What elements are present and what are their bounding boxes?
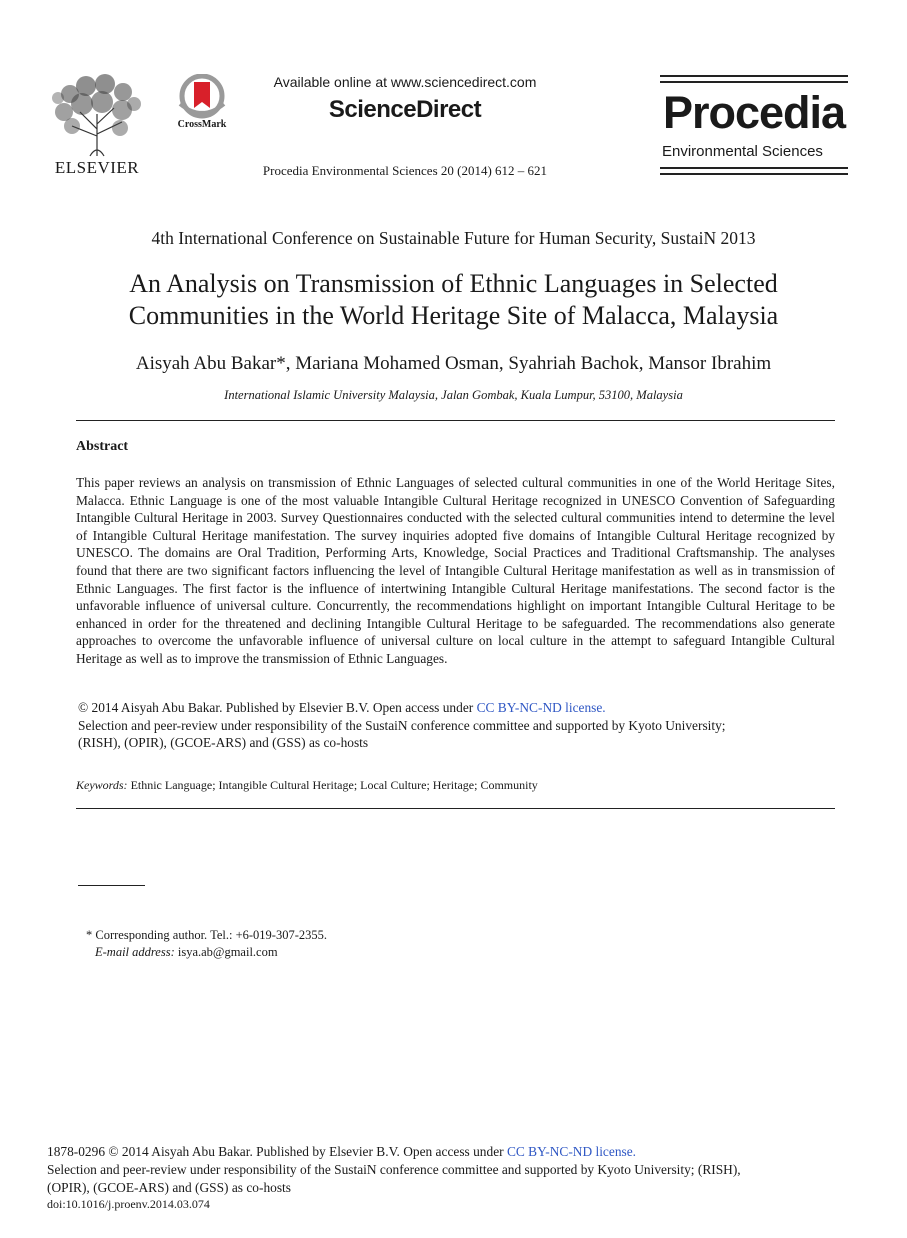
page-footer bbox=[47, 1143, 847, 1197]
sciencedirect-logo[interactable]: ScienceDirect bbox=[328, 96, 482, 123]
footer-peer-review-2: (OPIR), (GCOE-ARS) and (GSS) as co-hosts bbox=[47, 1180, 291, 1195]
title-line-1: An Analysis on Transmission of Ethnic Languages in Selected bbox=[129, 269, 778, 298]
footnote bbox=[86, 927, 786, 961]
affiliation: International Islamic University Malaysia, Jalan Gombak, Kuala Lumpur, 53100, Malaysia bbox=[224, 388, 683, 402]
procedia-rule-top bbox=[660, 75, 848, 77]
available-online-text: Available online at www.sciencedirect.com bbox=[273, 74, 537, 90]
abstract-heading: Abstract bbox=[76, 439, 129, 454]
procedia-journal-logo bbox=[660, 75, 848, 177]
footnote-rule bbox=[78, 885, 145, 886]
crossmark-label[interactable]: CrossMark bbox=[177, 119, 227, 130]
divider-bottom bbox=[76, 808, 835, 809]
article-title bbox=[40, 268, 867, 332]
conference-name: 4th International Conference on Sustainable Future for Human Security, SustaiN 2013 bbox=[151, 228, 756, 248]
divider-top bbox=[76, 420, 835, 421]
author-list: Aisyah Abu Bakar*, Mariana Mohamed Osman, Syahriah Bachok, Mansor Ibrahim bbox=[135, 353, 772, 374]
procedia-rule-bottom-2 bbox=[660, 173, 848, 175]
procedia-subtitle: Environmental Sciences bbox=[662, 143, 823, 160]
abstract-text: This paper reviews an analysis on transmission of Ethnic Languages of selected cultural communities in one of the World Heritage Sites, Malacca. Ethnic Language is one of the most valuable Intangible Cultural Heritage recognized in UNESCO Convention of Safeguarding Intangible Cultural Heritage in 2003. Survey Questionnaires conducted with the selected cultural communities intend to determine the level of Intangible Cultural Heritage manifestation. The survey inquiries adopted five domains of Intangible Cultural Heritage recognized by UNESCO. The domains are Oral Tradition, Performing Arts, Knowledge, Social Practices and Traditional Craftsmanship. The analyses found that there are two significant factors influencing the level of Intangible Cultural Heritage manifestation as well as in transmission of Ethnic Languages. The first factor is the influence of intertwining Intangible Cultural Heritage manifestations. The second factor is the unfavorable influence of universal culture. Concurrently, the recommendations highlight on important Intangible Cultural Heritage to be enhanced in order for the threatened and declining Intangible Cultural Heritage to be safeguarded. The recommendations also generate approaches to overcome the unfavorable influence of universal culture on local culture in the attempt to safeguard Intangible Cultural Heritage as well as to improve the transmission of Ethnic Languages. bbox=[76, 475, 835, 666]
title-line-2: Communities in the World Heritage Site of Malacca, Malaysia bbox=[128, 301, 779, 330]
email-label: E-mail address: bbox=[95, 945, 175, 959]
keywords bbox=[76, 778, 835, 793]
footer-license-link[interactable]: CC BY-NC-ND license. bbox=[506, 1144, 637, 1159]
peer-review-line-1: Selection and peer-review under responsibility of the SustaiN conference committee and supported by Kyoto University; bbox=[78, 717, 726, 733]
corresponding-author: * Corresponding author. Tel.: +6-019-307-2355. bbox=[86, 928, 327, 942]
copyright-text: © 2014 Aisyah Abu Bakar. Published by Elsevier B.V. Open access under bbox=[78, 700, 474, 715]
keywords-list: Ethnic Language; Intangible Cultural Heritage; Local Culture; Heritage; Community bbox=[130, 778, 538, 792]
copyright-block bbox=[78, 699, 835, 752]
keywords-label: Keywords: bbox=[76, 778, 128, 792]
issn-text: 1878-0296 © 2014 Aisyah Abu Bakar. Published by Elsevier B.V. Open access under bbox=[47, 1144, 504, 1159]
journal-reference: Procedia Environmental Sciences 20 (2014) 612 – 621 bbox=[262, 163, 548, 178]
procedia-rule-bottom bbox=[660, 167, 848, 169]
publisher-name: ELSEVIER bbox=[54, 158, 140, 177]
copyright-line bbox=[78, 699, 835, 717]
footer-peer-review-1: Selection and peer-review under responsibility of the SustaiN conference committee and supported by Kyoto University; (RISH), bbox=[47, 1162, 741, 1177]
procedia-rule-top-2 bbox=[660, 81, 848, 83]
email-line bbox=[86, 944, 786, 961]
peer-review-line-2: (RISH), (OPIR), (GCOE-ARS) and (GSS) as co-hosts bbox=[78, 735, 369, 751]
doi[interactable]: doi:10.1016/j.proenv.2014.03.074 bbox=[47, 1197, 210, 1211]
license-link[interactable]: CC BY-NC-ND license. bbox=[476, 700, 606, 715]
procedia-brand: Procedia bbox=[662, 87, 846, 138]
email-address[interactable]: isya.ab@gmail.com bbox=[177, 945, 278, 959]
issn-line bbox=[47, 1143, 847, 1161]
